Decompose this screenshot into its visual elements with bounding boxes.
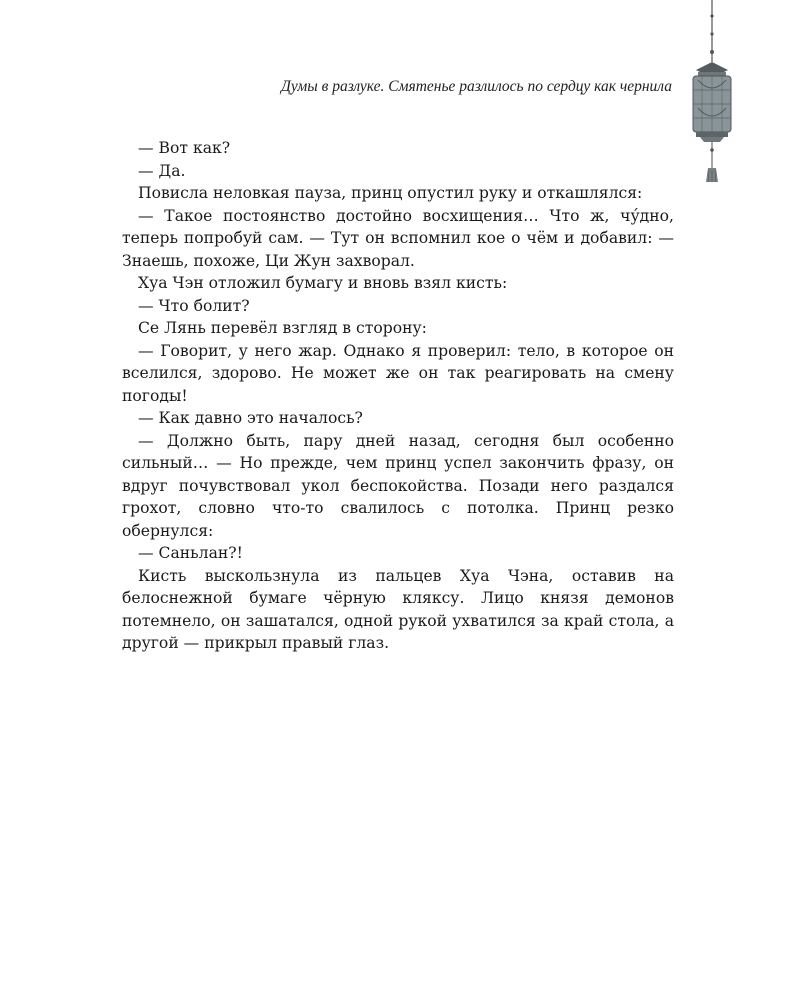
paragraph: Се Лянь перевёл взгляд в сторону:: [138, 319, 427, 337]
page-body: [122, 137, 674, 655]
hanging-lantern-icon: [684, 0, 740, 200]
paragraph: — Говорит, у него жар. Однако я проверил: тело, в которое он вселился, здорово. Не может же он так реагировать на смену погоды!: [122, 341, 674, 405]
paragraph: — Должно быть, пару дней назад, сегодня был особенно сильный… — Но прежде, чем принц успел закончить фразу, он вдруг почувствовал укол беспокойства. Позади него раздался грохот, словно что-то свалилось с потолка. Принц резко обернулся:: [122, 431, 674, 540]
paragraph: — Что болит?: [138, 296, 250, 315]
paragraph: Кисть выскользнула из пальцев Хуа Чэна, оставив на белоснежной бумаге чёрную кляксу. Лицо князя демонов потемнело, он зашатался, одной рукой ухватился за край стола, а другой — прикрыл правый глаз.: [122, 566, 674, 652]
paragraph: Повисла неловкая пауза, принц опустил руку и откашлялся:: [138, 184, 643, 202]
paragraph: — Саньлан?!: [138, 544, 243, 562]
paragraph: Хуа Чэн отложил бумагу и вновь взял кисть:: [138, 274, 508, 292]
paragraph: — Да.: [138, 161, 186, 180]
paragraph: — Как давно это началось?: [138, 409, 363, 427]
paragraph: — Такое постоянство достойно восхищения… Что ж, чу́дно, теперь попробуй сам. — Тут он вспомнил кое о чём и добавил: — Знаешь, похоже, Ци Жун захворал.: [122, 206, 674, 270]
running-header: Думы в разлуке. Смятенье разлилось по сердцу как чернила: [280, 78, 672, 95]
lantern-roof: [696, 62, 728, 72]
paragraph: — Вот как?: [138, 139, 231, 157]
